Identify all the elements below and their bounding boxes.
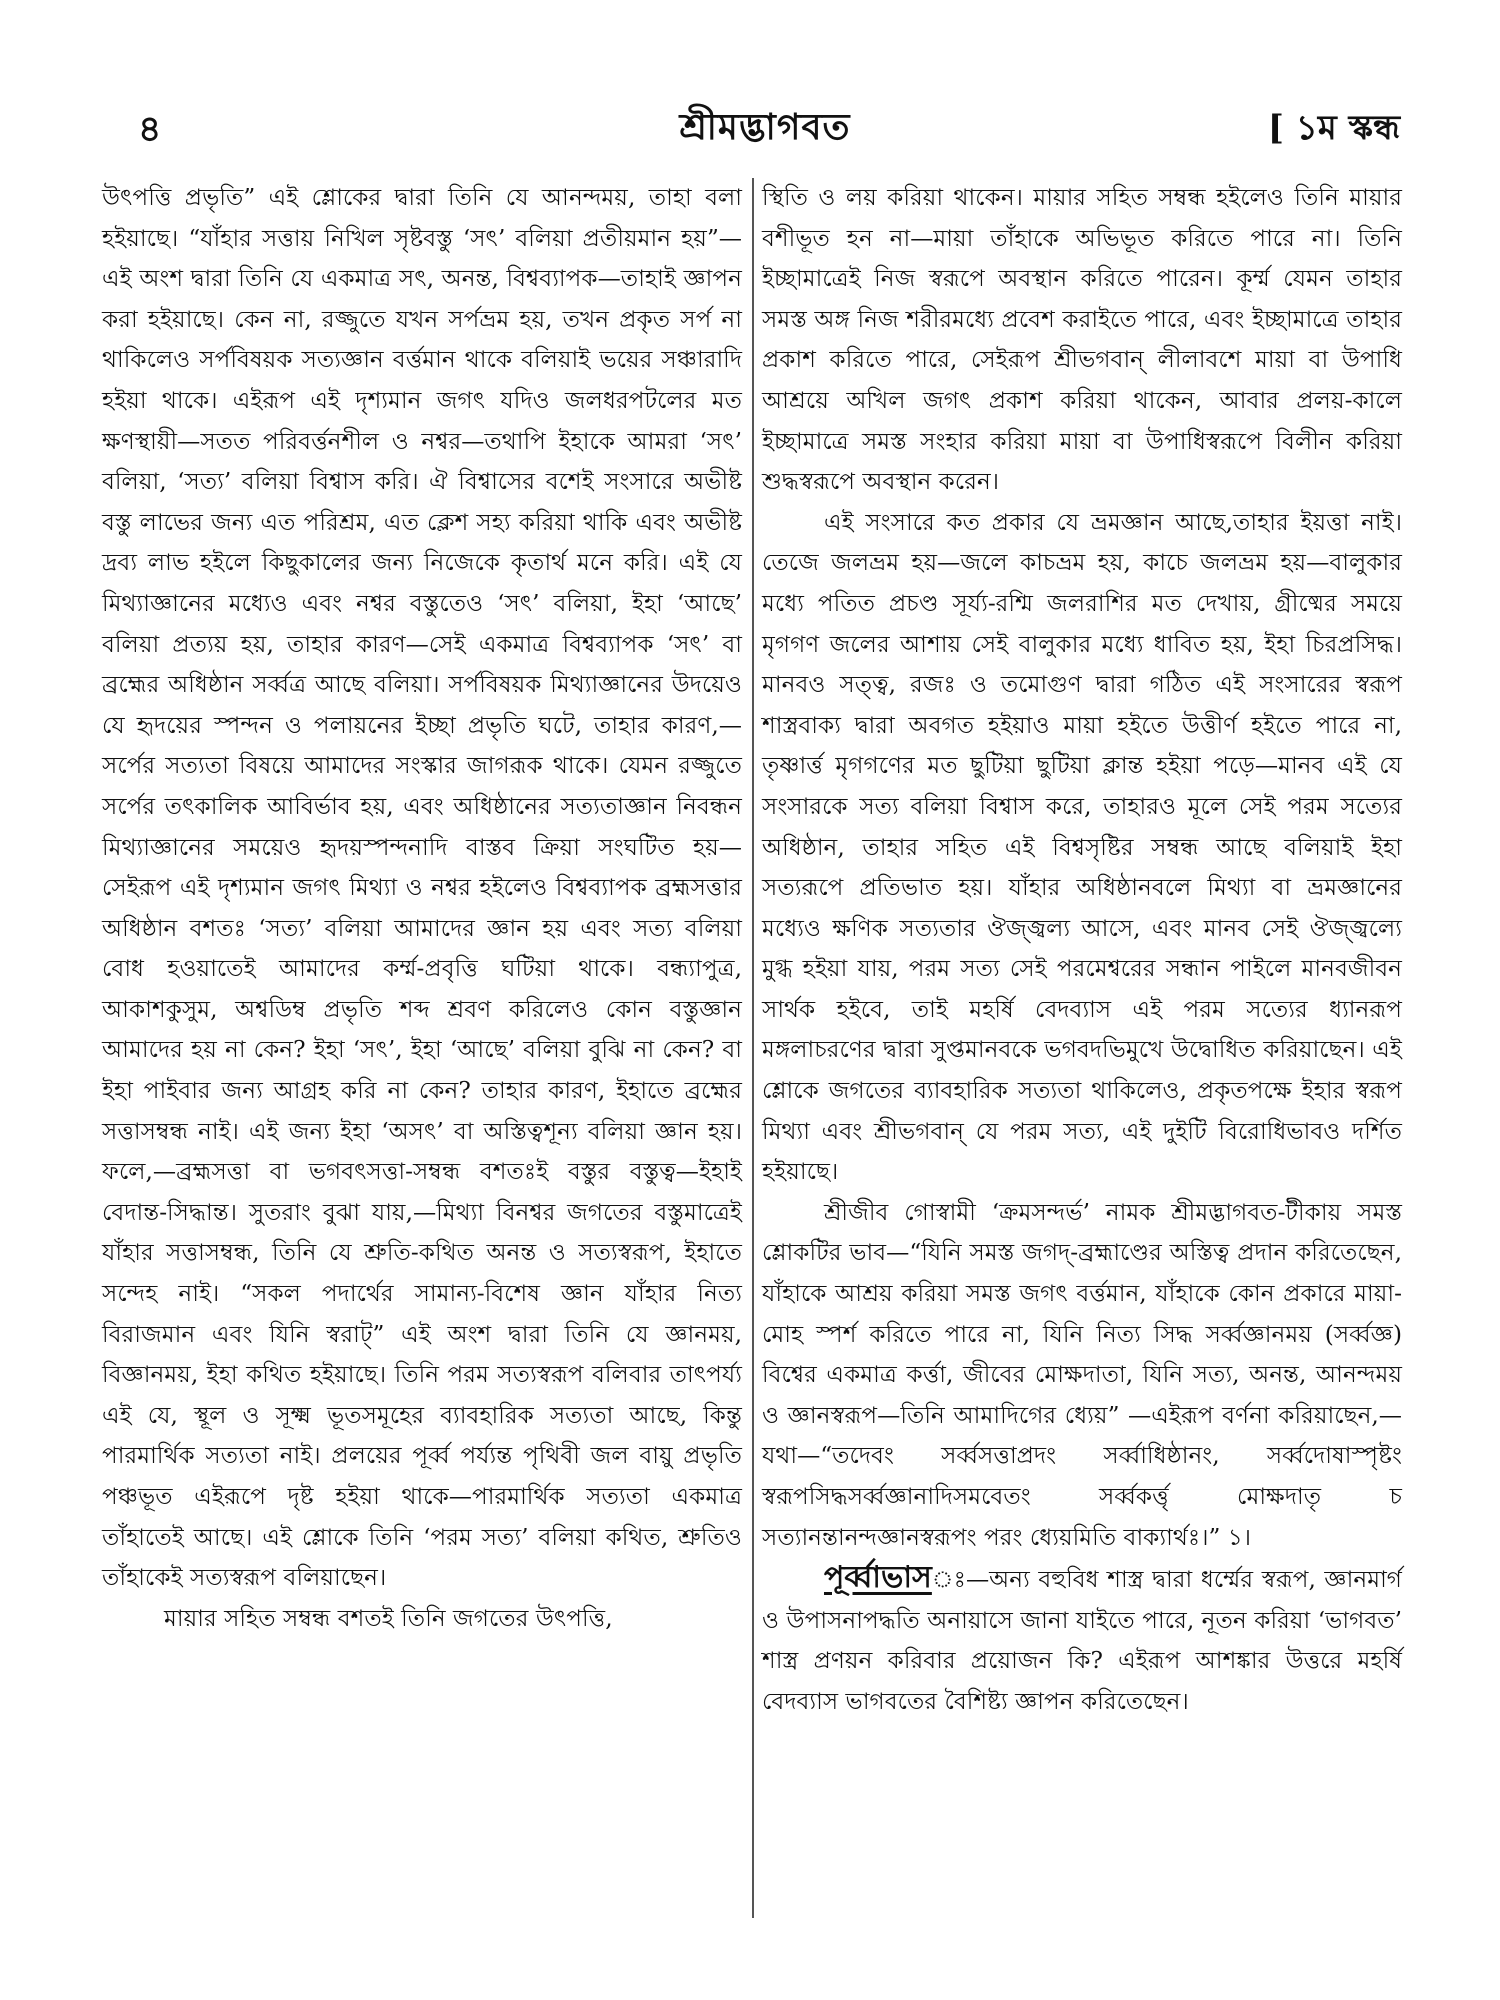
page-number: ৪ — [138, 108, 162, 150]
section-heading: পূর্ব্বাভাস — [824, 1560, 932, 1596]
volume-label: [ ১ম স্কন্ধ — [1267, 108, 1400, 148]
page-title: শ্রীমদ্ভাগবত — [679, 106, 851, 148]
section-heading-separator: ঃ— — [931, 1566, 990, 1594]
right-paragraph-2: এই সংসারে কত প্রকার যে ভ্রমজ্ঞান আছে,তাহার ইয়ত্তা নাই। তেজে জলভ্রম হয়—জলে কাচভ্রম হয়, কাচে জলভ্রম হয়—বালুকার মধ্যে পতিত প্রচণ্ড সূর্য্য-রশ্মি জলরাশির মত দেখায়, গ্রীষ্মের সময়ে মৃগগণ জলের আশায় সেই বালুকার মধ্যে ধাবিত হয়, ইহা চিরপ্রসিদ্ধ। মানবও সত্ত্ব, রজঃ ও তমোগুণ দ্বারা গঠিত এই সংসারের স্বরূপ শাস্ত্রবাক্য দ্বারা অবগত হইয়াও মায়া হইতে উত্তীর্ণ হইতে পারে না, তৃষ্ণার্ত্ত মৃগগণের মত ছুটিয়া ছুটিয়া ক্লান্ত হইয়া পড়ে—মানব এই যে সংসারকে সত্য বলিয়া বিশ্বাস করে, তাহারও মূলে সেই পরম সত্যের অধিষ্ঠান, তাহার সহিত এই বিশ্বসৃষ্টির সম্বন্ধ আছে বলিয়াই ইহা সত্যরূপে প্রতিভাত হয়। যাঁহার অধিষ্ঠানবলে মিথ্যা বা ভ্রমজ্ঞানের মধ্যেও ক্ষণিক সত্যতার ঔজ্জ্বল্য আসে, এবং মানব সেই ঔজ্জ্বল্যে মুগ্ধ হইয়া যায়, পরম সত্য সেই পরমেশ্বরের সন্ধান পাইলে মানবজীবন সার্থক হইবে, তাই মহর্ষি বেদব্যাস এই পরম সত্যের ধ্যানরূপ মঙ্গলাচরণের দ্বারা সুপ্তমানবকে ভগবদভিমুখে উদ্বোধিত করিয়াছেন। এই শ্লোকে জগতের ব্যাবহারিক সত্যতা থাকিলেও, প্রকৃতপক্ষে ইহার স্বরূপ মিথ্যা এবং শ্রীভগবান্ যে পরম সত্য, এই দুইটি বিরোধিভাবও দর্শিত হইয়াছে। — [762, 508, 1402, 1186]
page-header — [130, 100, 1400, 160]
column-divider — [752, 178, 754, 1918]
right-paragraph-1: স্থিতি ও লয় করিয়া থাকেন। মায়ার সহিত সম্বন্ধ হইলেও তিনি মায়ার বশীভূত হন না—মায়া তাঁহাকে অভিভূত করিতে পারে না। তিনি ইচ্ছামাত্রেই নিজ স্বরূপে অবস্থান করিতে পারেন। কূর্ম্ম যেমন তাহার সমস্ত অঙ্গ নিজ শরীরমধ্যে প্রবেশ করাইতে পারে, এবং ইচ্ছামাত্রে তাহার প্রকাশ করিতে পারে, সেইরূপ শ্রীভগবান্ লীলাবশে মায়া বা উপাধি আশ্রয়ে অখিল জগৎ প্রকাশ করিয়া থাকেন, আবার প্রলয়-কালে ইচ্ছামাত্রে সমস্ত সংহার করিয়া মায়া বা উপাধিস্বরূপে বিলীন করিয়া শুদ্ধস্বরূপে অবস্থান করেন। — [762, 184, 1402, 496]
section-paragraph — [762, 1558, 1402, 1722]
section-text: অন্য বহুবিধ শাস্ত্র দ্বারা ধর্ম্মের স্বরূপ, জ্ঞানমার্গ ও উপাসনাপদ্ধতি অনায়াসে জানা যাইতে পারে, নূতন করিয়া ‘ভাগবত’ শাস্ত্র প্রণয়ন করিবার প্রয়োজন কি? এইরূপ আশঙ্কার উত্তরে মহর্ষি বেদব্যাস ভাগবতের বৈশিষ্ট্য জ্ঞাপন করিতেছেন। — [762, 1566, 1402, 1715]
left-paragraph-1: উৎপত্তি প্রভৃতি” এই শ্লোকের দ্বারা তিনি যে আনন্দময়, তাহা বলা হইয়াছে। “যাঁহার সত্তায় নিখিল সৃষ্টবস্তু ‘সৎ’ বলিয়া প্রতীয়মান হয়”—এই অংশ দ্বারা তিনি যে একমাত্র সৎ, অনন্ত, বিশ্বব্যাপক—তাহাই জ্ঞাপন করা হইয়াছে। কেন না, রজ্জুতে যখন সর্পভ্রম হয়, তখন প্রকৃত সর্প না থাকিলেও সর্পবিষয়ক সত্যজ্ঞান বর্ত্তমান থাকে বলিয়াই ভয়ের সঞ্চারাদি হইয়া থাকে। এইরূপ এই দৃশ্যমান জগৎ যদিও জলধরপটলের মত ক্ষণস্থায়ী—সতত পরিবর্ত্তনশীল ও নশ্বর—তথাপি ইহাকে আমরা ‘সৎ’ বলিয়া, ‘সত্য’ বলিয়া বিশ্বাস করি। ঐ বিশ্বাসের বশেই সংসারে অভীষ্ট বস্তু লাভের জন্য এত পরিশ্রম, এত ক্লেশ সহ্য করিয়া থাকি এবং অভীষ্ট দ্রব্য লাভ হইলে কিছুকালের জন্য নিজেকে কৃতার্থ মনে করি। এই যে মিথ্যাজ্ঞানের মধ্যেও এবং নশ্বর বস্তুতেও ‘সৎ’ বলিয়া, ইহা ‘আছে’ বলিয়া প্রত্যয় হয়, তাহার কারণ—সেই একমাত্র বিশ্বব্যাপক ‘সৎ’ বা ব্রহ্মের অধিষ্ঠান সর্ব্বত্র আছে বলিয়া। সর্পবিষয়ক মিথ্যাজ্ঞানের উদয়েও যে হৃদয়ের স্পন্দন ও পলায়নের ইচ্ছা প্রভৃতি ঘটে, তাহার কারণ,—সর্পের সত্যতা বিষয়ে আমাদের সংস্কার জাগরূক থাকে। যেমন রজ্জুতে সর্পের তৎকালিক আবির্ভাব হয়, এবং অধিষ্ঠানের সত্যতাজ্ঞান নিবন্ধন মিথ্যাজ্ঞানের সময়েও হৃদয়স্পন্দনাদি বাস্তব ক্রিয়া সংঘটিত হয়—সেইরূপ এই দৃশ্যমান জগৎ মিথ্যা ও নশ্বর হইলেও বিশ্বব্যাপক ব্রহ্মসত্তার অধিষ্ঠান বশতঃ ‘সত্য’ বলিয়া আমাদের জ্ঞান হয় এবং সত্য বলিয়া বোধ হওয়াতেই আমাদের কর্ম্ম-প্রবৃত্তি ঘটিয়া থাকে। বন্ধ্যাপুত্র, আকাশকুসুম, অশ্বডিম্ব প্রভৃতি শব্দ শ্রবণ করিলেও কোন বস্তুজ্ঞান আমাদের হয় না কেন? ইহা ‘সৎ’, ইহা ‘আছে’ বলিয়া বুঝি না কেন? বা ইহা পাইবার জন্য আগ্রহ করি না কেন? তাহার কারণ, ইহাতে ব্রহ্মের সত্তাসম্বন্ধ নাই। এই জন্য ইহা ‘অসৎ’ বা অস্তিত্বশূন্য বলিয়া জ্ঞান হয়। ফলে,—ব্রহ্মসত্তা বা ভগবৎসত্তা-সম্বন্ধ বশতঃই বস্তুর বস্তুত্ব—ইহাই বেদান্ত-সিদ্ধান্ত। সুতরাং বুঝা যায়,—মিথ্যা বিনশ্বর জগতের বস্তুমাত্রেই যাঁহার সত্তাসম্বন্ধ, তিনি যে শ্রুতি-কথিত অনন্ত ও সত্যস্বরূপ, ইহাতে সন্দেহ নাই। “সকল পদার্থের সামান্য-বিশেষ জ্ঞান যাঁহার নিত্য বিরাজমান এবং যিনি স্বরাট্” এই অংশ দ্বারা তিনি যে জ্ঞানময়, বিজ্ঞানময়, ইহা কথিত হইয়াছে। তিনি পরম সত্যস্বরূপ বলিবার তাৎপর্য্য এই যে, স্থূল ও সূক্ষ্ম ভূতসমূহের ব্যাবহারিক সত্যতা আছে, কিন্তু পারমার্থিক সত্যতা নাই। প্রলয়ের পূর্ব্ব পর্য্যন্ত পৃথিবী জল বায়ু প্রভৃতি পঞ্চভূত এইরূপে দৃষ্ট হইয়া থাকে—পারমার্থিক সত্যতা একমাত্র তাঁহাতেই আছে। এই শ্লোকে তিনি ‘পরম সত্য’ বলিয়া কথিত, শ্রুতিও তাঁহাকেই সত্যস্বরূপ বলিয়াছেন। — [102, 184, 742, 1592]
right-paragraph-3: শ্রীজীব গোস্বামী ‘ক্রমসন্দর্ভ’ নামক শ্রীমদ্ভাগবত-টীকায় সমস্ত শ্লোকটির ভাব—“যিনি সমস্ত জগদ্-ব্রহ্মাণ্ডের অস্তিত্ব প্রদান করিতেছেন, যাঁহাকে আশ্রয় করিয়া সমস্ত জগৎ বর্ত্তমান, যাঁহাকে কোন প্রকারে মায়া-মোহ স্পর্শ করিতে পারে না, যিনি নিত্য সিদ্ধ সর্ব্বজ্ঞানময় (সর্ব্বজ্ঞ) বিশ্বের একমাত্র কর্ত্তা, জীবের মোক্ষদাতা, যিনি সত্য, অনন্ত, আনন্দময় ও জ্ঞানস্বরূপ—তিনি আমাদিগের ধ্যেয়” —এইরূপ বর্ণনা করিয়াছেন,—যথা—“তদেবং সর্ব্বসত্তাপ্রদং সর্ব্বাধিষ্ঠানং, সর্ব্বদোষাস্পৃষ্টং স্বরূপসিদ্ধসর্ব্বজ্ঞানাদিসমবেতং সর্ব্বকর্ত্তৃ মোক্ষদাতৃ চ সত্যানন্তানন্দজ্ঞানস্বরূপং পরং ধ্যেয়মিতি বাক্যার্থঃ।” ১। — [762, 1198, 1402, 1551]
left-paragraph-2: মায়ার সহিত সম্বন্ধ বশতই তিনি জগতের উৎপত্তি, — [164, 1604, 613, 1632]
left-column — [102, 178, 742, 1639]
right-column — [762, 178, 1402, 1723]
